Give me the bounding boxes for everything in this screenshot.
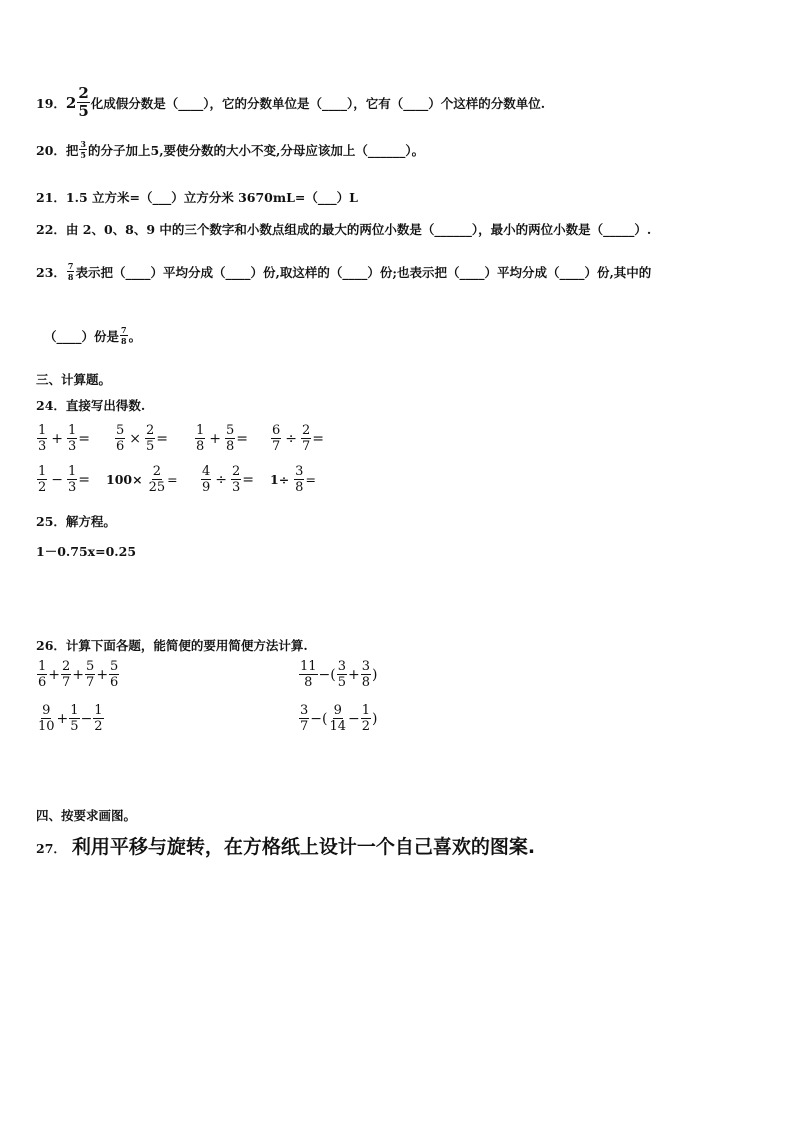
q22-number: 22． [36,222,66,237]
q20-fraction: $\frac{3}{5}$ [80,139,86,160]
q26-expr-3: $\frac{9}{10}$ + $\frac{1}{5}$ − $\frac{1}{2}$ [38,703,103,734]
q24-item: 1÷ $\frac{3}{8}$ = [270,464,316,495]
q27-text: 利用平移与旋转，在方格纸上设计一个自己喜欢的图案. [71,836,536,858]
q23-line2-pre: （____）份是 [44,328,120,344]
q24-item: $\frac{6}{7}$ ÷ $\frac{2}{7}$ = [272,423,325,454]
q25-equation: 1－0.75x=0.25 [36,544,137,559]
q21-number: 21． [36,190,66,205]
q25-title: 25．解方程。 [36,514,116,529]
question-19 [36,86,545,119]
q19-fraction: $\frac{2}{5}$ [78,84,89,120]
q20-text: 的分子加上5,要使分数的大小不变,分母应该加上（______）。 [88,142,425,158]
question-22 [36,220,651,238]
q24-item: 100× $\frac{2}{25}$ = [106,464,178,495]
question-23-line2 [44,326,141,345]
section-3-heading: 三、计算题。 [36,372,112,387]
q23-number: 23． [36,264,66,280]
q26-expr-2: $\frac{11}{8}$ −( $\frac{3}{5}$ + $\frac{3}{8}$ ) [300,659,378,690]
q24-row-1 [36,424,324,453]
question-27 [36,832,535,859]
question-21 [36,188,358,206]
q22-text: 由 2、0、8、9 中的三个数字和小数点组成的最大的两位小数是（______），最小的两位小数是（_____）. [65,222,652,237]
q19-text: 化成假分数是（____），它的分数单位是（____），它有（____）个这样的分数单位. [90,95,546,111]
q26-expr-1: $\frac{1}{6}$ + $\frac{2}{7}$ + $\frac{5}{7}$ + $\frac{5}{6}$ [38,659,119,690]
q21-text: 1.5 立方米=（___）立方分米 3670mL=（___）L [65,190,358,205]
q24-row-2 [36,465,316,494]
q20-pre: 把 [65,142,79,158]
q23-text: 表示把（____）平均分成（____）份,取这样的（____）份;也表示把（____）平均分成（____）份,其中的 [75,264,652,280]
question-23 [36,262,651,281]
q26-title: 26．计算下面各题，能简便的要用简便方法计算. [36,638,308,653]
q20-number: 20． [36,142,66,158]
q19-number: 19． [36,95,66,111]
q24-item: $\frac{1}{8}$ + $\frac{5}{8}$ = [196,423,249,454]
q24-item: $\frac{1}{3}$ + $\frac{1}{3}$ = [38,423,91,454]
q26-expr-4: $\frac{3}{7}$ −( $\frac{9}{14}$ − $\frac{1}{2}$ ) [300,703,378,734]
question-20 [36,140,424,159]
q23-line2-post: 。 [128,328,142,344]
section-4-heading: 四、按要求画图。 [36,808,137,823]
q23-fraction: $\frac{7}{8}$ [67,261,74,282]
q23-line2-fraction: $\frac{7}{8}$ [121,325,127,346]
q27-number: 27． [36,841,66,856]
q24-item: $\frac{5}{6}$ × $\frac{2}{5}$ = [116,423,169,454]
q19-whole: 2 [65,93,77,112]
q24-title: 24．直接写出得数. [36,398,146,413]
q24-item: $\frac{4}{9}$ ÷ $\frac{2}{3}$ = [202,464,255,495]
q24-item: $\frac{1}{2}$ − $\frac{1}{3}$ = [38,464,91,495]
